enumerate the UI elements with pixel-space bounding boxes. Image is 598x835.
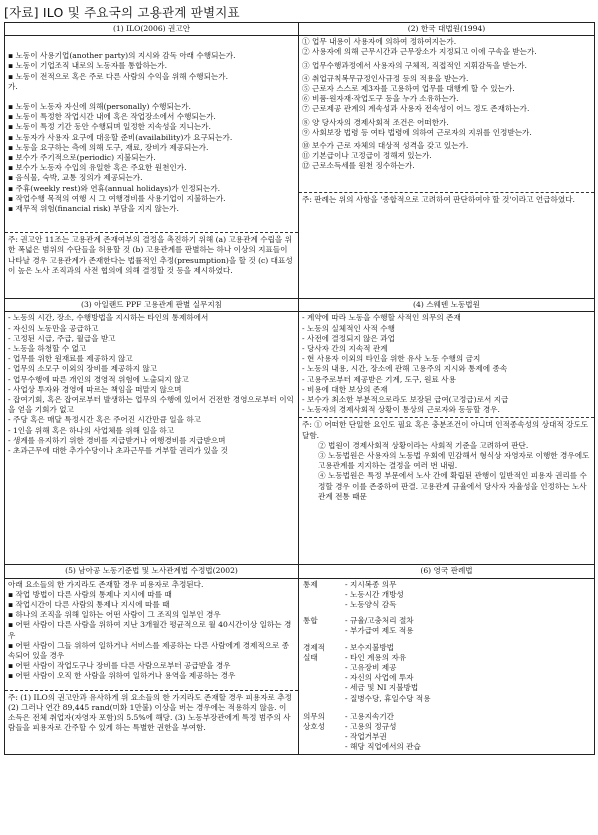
ilo-criterion: ▪ 노동자가 사용자 요구에 대응할 준비(availability)가 요구되는가. [8,132,233,142]
uk-criterion: - 자신의 사업에 투자 [345,673,414,683]
panel-1-header: (1) ILO(2006) 권고안 [5,23,299,36]
panel-2-korea [299,36,595,299]
panel-3-ireland [5,312,299,565]
content-row-3 [5,578,595,754]
ilo-criterion: ▪ 노동이 전적으로 혹은 주로 다른 사람의 수익을 위해 수행되는가. [8,71,229,81]
ireland-criterion: - 노동의 시간, 장소, 수행방법을 지시하는 타인의 통제하에서 [8,313,209,323]
ilo-criterion: ▪ 노동이 노동자 자신에 의해(personally) 수행되는가. [8,102,191,112]
sweden-criterion: - 사전에 결정되지 않은 과업 [302,333,395,343]
uk-group-label: 의무의 상호성 [303,711,326,732]
content-row-1 [5,36,595,299]
sa-criterion: ▪ 하나의 조직을 위해 일하는 어떤 사람이 그 조직의 일부인 경우 [8,610,221,620]
ilo-criterion: ▪ 노동이 특정 기간 동안 수행되며 일정한 지속성을 지니는가. [8,122,211,132]
sweden-criterion: - 보수가 최소한 부분적으로라도 보장된 급여(고정급)로서 지급 [302,395,509,405]
sweden-note: 주: ① 어떠한 단일한 요인도 필요 혹은 충분조건이 아니며 인적종속성의 상대적 강도도 달함. [302,420,589,440]
sweden-criterion: - 노동의 내용, 시간, 장소에 관해 고용주의 지시와 통제에 종속 [302,364,508,374]
korea-criterion: ⑤ 근로자 스스로 제3자를 고용하여 업무를 대행케 할 수 있는가. [302,84,515,94]
korea-criterion: ⑪ 기본급이나 고정급이 정해져 있는가. [302,151,432,161]
ireland-criterion: - 업무의 소모구 이외의 장비를 제공하지 않고 [8,364,158,374]
sweden-note: ② 법원이 경제사회적 상황이라는 사회적 기준을 고려하여 판단. [318,440,529,450]
panel-3-header: (3) 아일랜드 PPF 고용관계 판별 실무지침 [5,299,299,312]
uk-group-integration [302,616,591,642]
uk-group-control [302,580,591,617]
header-row-3 [5,565,595,578]
uk-criterion: - 규율/고충처리 절차 [345,616,414,626]
ireland-criterion: - 주당 혹은 매달 특정시간 혹은 주어진 시간만큼 일을 하고 [8,415,202,425]
korea-criterion: ⑦ 근로제공 관계의 계속성과 사용자 전속성이 어느 정도 존재하는가. [302,104,530,114]
uk-criterion: - 지시복종 의무 [345,579,397,589]
ireland-criterion: - 1인을 위해 혹은 하나의 사업체를 위해 일을 하고 [8,425,175,435]
sa-criterion: ▪ 어떤 사람이 다른 사람을 위하여 지난 3개월간 평균적으로 월 40시간이상 일하는 경우 [8,620,292,640]
uk-criterion: - 세금 및 NI 지불방법 [345,683,419,693]
ilo-criterion: ▪ 보수가 노동자 수입의 유일한 혹은 주요한 원천인가. [8,163,187,173]
uk-criterion: - 노동양식 감독 [345,600,397,610]
ilo-criterion: ▪ 음식물, 숙박, 교통 징의가 제공되는가. [8,173,143,183]
panel-1-note: 주: 권고안 11조는 고용관계 존재여부의 결정을 촉진하기 위해 (a) 고용관계 수립을 위한 폭넓은 범위의 수단들을 허용할 것 (b) 고용관계를 판별하는 하나 이상의 지표들이 나타날 경우 고용관계가 존재한다는 법률적인 추정(presumption)을 할 것 (c) 대표성이 높은 노사 조직과의 사전 협의에 의해 결정할 것 등을 제시하였다. [5,232,298,277]
sweden-criterion: - 계약에 따라 노동을 수행할 사적인 의무의 존재 [302,313,461,323]
uk-criterion: - 보수지불방법 [345,642,394,652]
ireland-criterion: - 초과근무에 대한 추가수당이나 초과근무를 거부할 권리가 있을 것 [8,446,228,456]
sweden-note: ③ 노동법원은 사용자의 노동법 우회에 민감해서 형식상 자영자로 이행한 경우에도 고용관계를 지지하는 결정을 여러 번 내림. [318,451,590,471]
sa-criterion: ▪ 어떤 사람이 그들 위하여 일하거나 서비스를 제공하는 다른 사람에게 경제적으로 종속되어 있을 경우 [8,640,290,661]
sweden-criterion: - 당사자 간의 지속적 관계 [302,344,388,354]
panel-1-ilo [5,36,299,299]
ireland-criterion: - 업무수행에 따른 개인의 경영적 위험에 노출되지 않고 [8,374,189,384]
ilo-criterion: ▪ 노동이 사용기업(another party)의 지시와 감독 아래 수행되는가. [8,51,236,61]
uk-criterion: - 고용지속기간 [345,711,394,721]
uk-criterion: - 타인 계용의 자유 [345,652,407,662]
header-row-1 [5,23,595,36]
ireland-criterion: - 사업상 투자와 경영에 따르는 책임을 떠맡지 않으며 [8,384,182,394]
ireland-criterion: - 고정된 시급, 주급, 월급을 받고 [8,333,116,343]
sa-criterion: ▪ 작업 방법이 다른 사람의 통제나 지시에 따를 때 [8,589,172,599]
panel-2-header: (2) 한국 대법원(1994) [299,23,595,36]
uk-criterion: - 부가급여 제도 적용 [345,626,414,636]
uk-group-label: 통합 [303,616,318,626]
document-title: [자료] ILO 및 주요국의 고용관계 판별지표 [4,5,240,20]
uk-criterion: - 노동시간 개방성 [345,589,404,599]
sweden-note: ④ 노동법원은 특정 부문에서 노사 간에 확립된 관행이 일반적인 피용자 권리를 수정할 경우 이를 존중하여 판결. 고용관계 규율에서 당사자 자율성을 인정하는 노사관계 전통 때문 [318,471,587,501]
uk-group-label: 경제적 실태 [303,642,326,662]
sweden-criterion: - 비용에 대한 보상의 존재 [302,384,388,394]
uk-group-label: 통제 [303,579,318,589]
uk-criterion: - 작업거부권 [345,732,387,742]
ilo-criterion: ▪ 노동이 특정한 작업시간 내에 혹은 작업장소에서 수행되는가. [8,112,216,122]
panel-4-note [299,417,594,503]
uk-criterion: - 고용의 정규성 [345,722,397,732]
ilo-criterion: ▪ 작업수행 목적의 여행 시 그 여행경비를 사용기업이 지불하는가. [8,193,226,203]
korea-criterion: ② 사용자에 의해 근무시간과 근무장소가 지정되고 이에 구속을 받는가. [302,47,537,57]
ireland-criterion: - 노동을 하청할 수 없고 [8,344,87,354]
sweden-criterion: - 노동자의 경제사회적 상황이 통상의 근로자와 동등할 경우. [302,405,500,415]
uk-group-mutuality [302,712,591,753]
sweden-criterion: - 현 사용자 이외의 타인을 위한 유사 노동 수행의 금지 [302,354,481,364]
uk-criterion: - 고유장비 제공 [345,663,397,673]
ilo-criterion: ▪ 노동을 요구하는 측에 의해 도구, 재료, 장비가 제공되는가. [8,142,209,152]
korea-criterion: ⑫ 근로소득세를 원천 징수하는가. [302,161,415,171]
sweden-criterion: - 노동의 실체적인 사적 수행 [302,323,395,333]
header-row-2 [5,299,595,312]
uk-criterion: - 질병수당, 휴일수당 적용 [345,693,431,703]
ilo-criterion: ▪ 주휴(weekly rest)와 연휴(annual holidays)가 인정되는가. [8,183,221,193]
panel-5-note: 주: (1) ILO의 권고안과 유사하게 위 요소들의 한 가지라도 존재할 경우 피용자로 추정 (2) 그러나 연간 89,445 rand(미화 1만불) 이상을 버는 경우에는 적용하지 않음. 이 소득은 전체 취업자(자영자 포함)의 5.5%에 해당. (3) 노동부장관에게 특정 범주의 사람들을 피용자로 간주할 수 있게 하는 특별한 권한을 부여함. [5,690,298,735]
sa-criterion: ▪ 어떤 사람이 오직 한 사람을 위하여 일하거나 용역을 제공하는 경우 [8,671,236,681]
sa-criterion: ▪ 어떤 사람이 작업도구나 장비를 다른 사람으로부터 공급받을 경우 [8,661,231,671]
ireland-criterion: - 자신의 노동만을 공급하고 [8,323,99,333]
ilo-criterion: ▪ 보수가 주기적으로(periodic) 지불되는가. [8,153,156,163]
uk-criterion: - 해당 직업에서의 관습 [345,742,421,752]
ilo-criterion-cont: 가. [8,81,18,91]
panel-4-sweden [299,312,595,565]
ilo-criterion: ▪ 재무적 위험(financial risk) 부담을 지지 않는가. [8,204,179,214]
panel-6-header: (6) 영국 판례법 [299,565,595,578]
uk-group-economic [302,643,591,712]
ireland-criterion: - 업무를 위한 원재료를 제공하지 않고 [8,354,133,364]
korea-criterion: ⑩ 보수가 근로 자체의 대상적 성격을 갖고 있는가. [302,141,469,151]
panel-4-header: (4) 스웨덴 노동법원 [299,299,595,312]
sa-criterion: ▪ 작업시간이 다른 사람의 통제나 지시에 따를 때 [8,600,170,610]
sweden-criterion: - 고용주로부터 제공받은 기계, 도구, 원료 사용 [302,374,456,384]
korea-criterion: ⑥ 비품·원자재·작업도구 등을 누가 소유하는가. [302,94,459,104]
criteria-table [4,22,595,755]
panel-5-south-africa [5,578,299,754]
ireland-criterion: - 생계를 유지하기 위한 경비를 지급받거나 여행경비를 지급받으며 [8,435,226,445]
panel-2-note: 주: 판례는 위의 사항을 '종합적으로 고려하여 판단하여야 할 것'이라고 언급하였다. [299,192,594,206]
ilo-criterion: ▪ 노동이 기업조직 내로의 노동자를 통합하는가. [8,61,168,71]
panel-6-uk [299,578,595,754]
uk-criteria [302,580,591,753]
korea-criterion: ③ 업무수행과정에서 사용자의 구체적, 직접적인 지휘감독을 받는가. [302,60,527,70]
korea-criterion: ① 업무 내용이 사용자에 의하여 정하여지는가. [302,37,457,47]
korea-criterion: ⑨ 사회보장 법령 등 여타 법령에 의하여 근로자의 지위를 인정받는가. [302,127,532,137]
content-row-2 [5,312,595,565]
sa-intro: 아래 요소들의 한 가지라도 존재할 경우 피용자로 추정된다. [8,579,204,589]
korea-criterion: ⑧ 양 당사자의 경제사회적 조건은 어떠한가. [302,117,449,127]
korea-criterion: ④ 취업규칙복무규정인사규정 등의 적용을 받는가. [302,73,469,83]
ireland-criterion: - 잡여기회, 혹은 잡여로부터 발생하는 업무의 수행에 있어서 건전한 경영으로부터 이익을 얻을 기회가 없고 [8,395,294,415]
panel-5-header: (5) 남아공 노동기준법 및 노사관계법 수정법(2002) [5,565,299,578]
